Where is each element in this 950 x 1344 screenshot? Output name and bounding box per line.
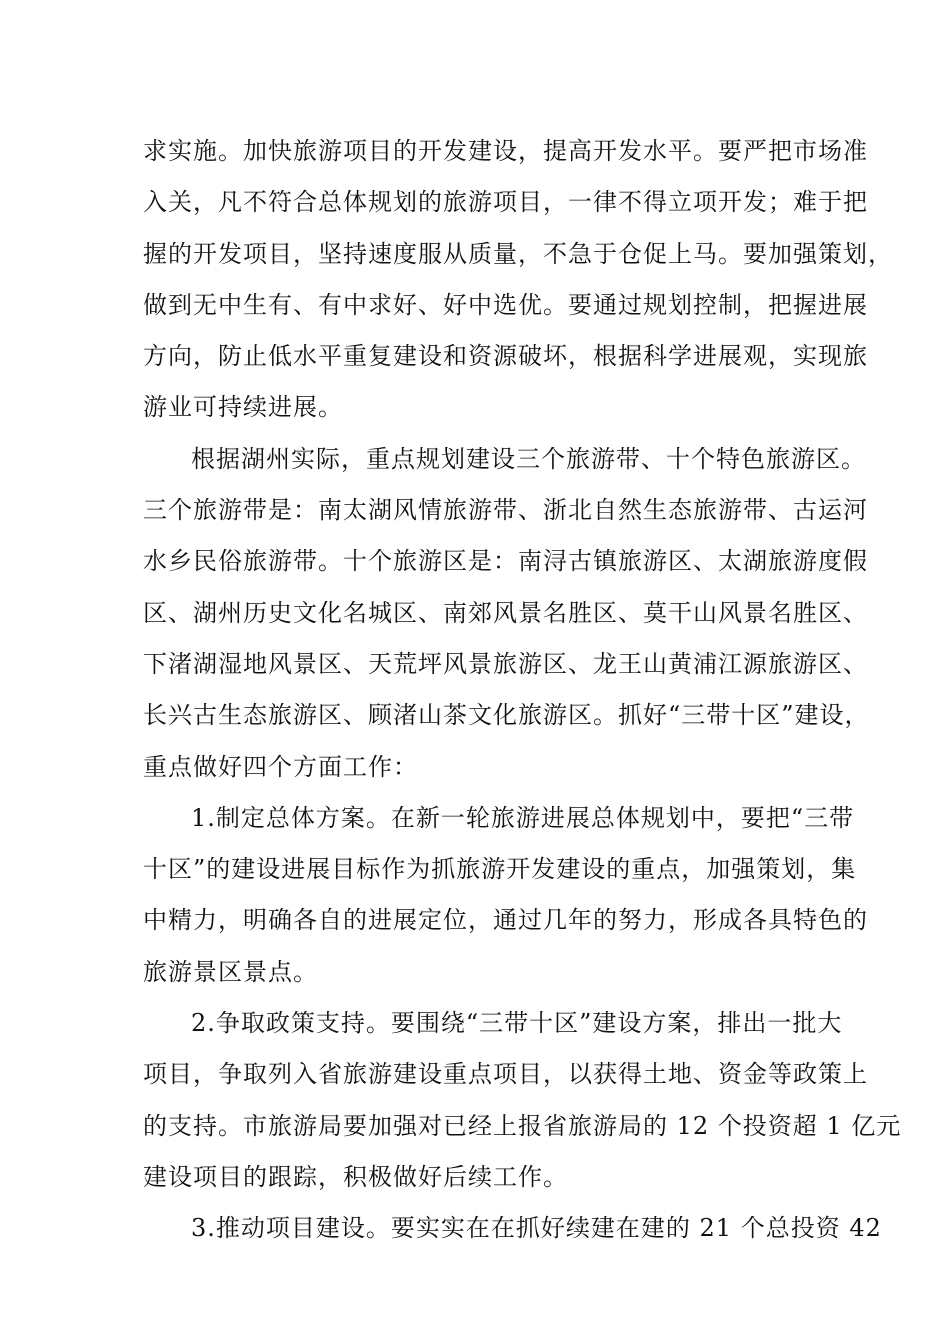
text-line: 旅游景区景点。 [143,957,318,986]
text-line: 项目，争取列入省旅游建设重点项目，以获得土地、资金等政策上 [143,1060,868,1089]
text-line: 重点做好四个方面工作： [143,752,418,781]
text-line: 下渚湖湿地风景区、天荒坪风景旅游区、龙王山黄浦江源旅游区、 [143,649,868,678]
text-line: 3.推动项目建设。要实实在在抓好续建在建的 21 个总投资 42 [191,1214,882,1243]
text-line: 水乡民俗旅游带。十个旅游区是：南浔古镇旅游区、太湖旅游度假 [143,547,868,576]
text-line: 求实施。加快旅游项目的开发建设，提高开发水平。要严把市场准 [143,137,868,165]
text-line: 区、湖州历史文化名城区、南郊风景名胜区、莫干山风景名胜区、 [143,598,868,627]
text-line: 做到无中生有、有中求好、好中选优。要通过规划控制，把握进展 [143,290,868,319]
text-line: 的支持。市旅游局要加强对已经上报省旅游局的 12 个投资超 1 亿元 [143,1111,902,1140]
text-line: 长兴古生态旅游区、顾渚山茶文化旅游区。抓好“三带十区”建设， [143,701,870,730]
text-line: 2.争取政策支持。要围绕“三带十区”建设方案，排出一批大 [191,1009,843,1038]
paragraph-2 [143,434,870,793]
text-line: 方向，防止低水平重复建设和资源破坏，根据科学进展观，实现旅 [143,342,868,371]
text-line: 入关，凡不符合总体规划的旅游项目，一律不得立项开发；难于把 [143,188,868,217]
text-line: 建设项目的跟踪，积极做好后续工作。 [143,1162,568,1191]
text-line: 1.制定总体方案。在新一轮旅游进展总体规划中，要把“三带 [191,803,855,832]
text-line: 根据湖州实际，重点规划建设三个旅游带、十个特色旅游区。 [191,444,866,473]
paragraph-5 [143,1203,882,1254]
paragraph-3 [143,793,868,998]
paragraph-1 [143,126,893,434]
text-line: 游业可持续进展。 [143,393,343,422]
text-line: 三个旅游带是：南太湖风情旅游带、浙北自然生态旅游带、古运河 [143,496,868,525]
paragraph-4 [143,998,902,1203]
text-line: 中精力，明确各自的进展定位，通过几年的努力，形成各具特色的 [143,906,868,935]
text-line: 十区”的建设进展目标作为抓旅游开发建设的重点，加强策划，集 [143,855,857,884]
document-body [143,126,902,1255]
text-line: 握的开发项目，坚持速度服从质量，不急于仓促上马。要加强策划， [143,239,893,268]
